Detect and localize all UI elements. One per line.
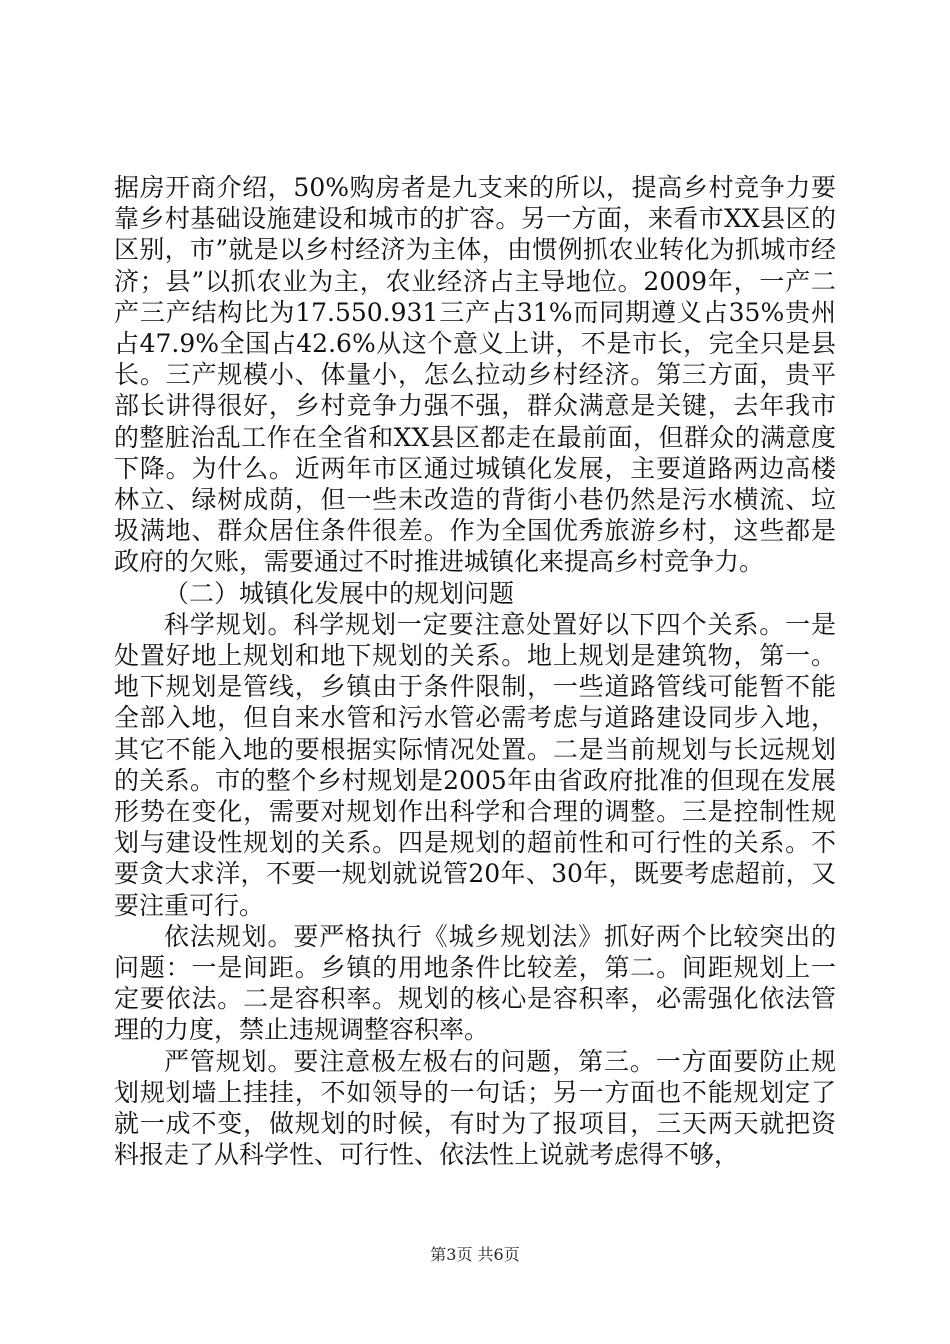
page-number-footer: 第3页 共6页 xyxy=(430,1245,520,1264)
paragraph-intro: 据房开商介绍，50%购房者是九支来的所以，提高乡村竞争力要靠乡村基础设施建设和城市的扩容。另一方面，来看市XX县区的区别，市”就是以乡村经济为主体，由惯例抓农业转化为抓城市经济；县”以抓农业为主，农业经济占主导地位。2009年，一产二产三产结构比为17.550.931三产占31%而同期遵义占35%贵州占47.9%全国占42.6%从这个意义上讲，不是市长，完全只是县长。三产规模小、体量小，怎么拉动乡村经济。第三方面，贵平部长讲得很好，乡村竞争力强不强，群众满意是关键，去年我市的整脏治乱工作在全省和XX县区都走在最前面，但群众的满意度下降。为什么。近两年市区通过城镇化发展，主要道路两边高楼林立、绿树成荫，但一些未改造的背街小巷仍然是污水横流、垃圾满地、群众居住条件很差。作为全国优秀旅游乡村，这些都是政府的欠账，需要通过不时推进城镇化来提高乡村竞争力。 xyxy=(114,173,836,577)
section-heading: （二）城镇化发展中的规划问题 xyxy=(164,578,515,608)
paragraph-scientific-planning: 科学规划。科学规划一定要注意处置好以下四个关系。一是处置好地上规划和地下规划的关系。地上规划是建筑物，第一。地下规划是管线，乡镇由于条件限制，一些道路管线可能暂不能全部入地，但自来水管和污水管必需考虑与道路建设同步入地，其它不能入地的要根据实际情况处置。二是当前规划与长远规划的关系。市的整个乡村规划是2005年由省政府批准的但现在发展形势在变化，需要对规划作出科学和合理的调整。三是控制性规划与建设性规划的关系。四是规划的超前性和可行性的关系。不要贪大求洋，不要一规划就说管20年、30年，既要考虑超前，又要注重可行。 xyxy=(114,609,836,920)
paragraph-lawful-planning: 依法规划。要严格执行《城乡规划法》抓好两个比较突出的问题：一是间距。乡镇的用地条件比较差，第二。间距规划上一定要依法。二是容积率。规划的核心是容积率，必需强化依法管理的力度，禁止违规调整容积率。 xyxy=(114,921,836,1045)
paragraph-strict-planning: 严管规划。要注意极左极右的问题，第三。一方面要防止规划规划墙上挂挂，不如领导的一句话；另一方面也不能规划定了就一成不变，做规划的时候，有时为了报项目，三天两天就把资料报走了从科学性、可行性、依法性上说就考虑得不够， xyxy=(114,1046,836,1170)
document-body xyxy=(114,172,836,1171)
